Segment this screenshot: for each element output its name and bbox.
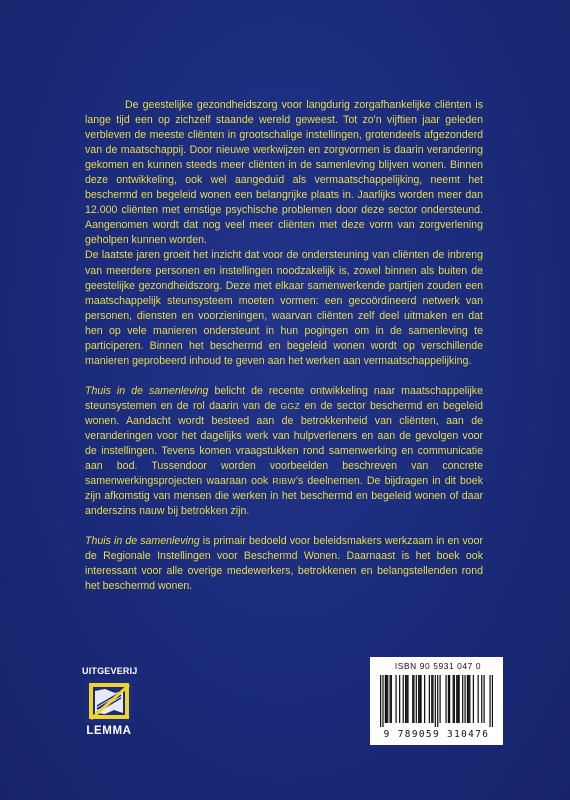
barcode-bar xyxy=(424,675,425,723)
barcode-bar xyxy=(469,675,470,723)
barcode-bar xyxy=(399,675,400,723)
audience-text: is primair bedoeld voor beleidsmakers werkzaam in en voor de Regionale Instellingen voor Beschermd Wonen. Daarnaast is het boek ook interessant voor alle overige medewerkers, betrokkenen en belangstellenden rond het beschermd wonen. xyxy=(85,535,483,593)
barcode-bar xyxy=(435,675,436,727)
abbrev-ribw: RIBW xyxy=(272,476,296,487)
barcode-bar xyxy=(445,675,446,723)
barcode-bar xyxy=(467,675,468,723)
barcode-bar xyxy=(459,675,460,723)
summary-text-b: en de sector beschermd en begeleid wonen. Aandacht wordt besteed aan de betrokkenheid van cliënten, aan de veranderingen voor het dagelijks werk van hulpverleners en aan de gevolgen voor de instellingen. Tevens komen vraagstukken rond samenwerking en communicatie aan bod. Tussendoor worden voorbeelden beschreven van concrete samenwerkingsprojecten waaraan ook xyxy=(85,399,483,488)
barcode-bar xyxy=(468,675,469,723)
barcode-bar xyxy=(439,675,440,723)
abbrev-ggz: GGZ xyxy=(280,400,301,411)
open-book-icon xyxy=(85,679,133,723)
barcode-bar xyxy=(420,675,421,723)
barcode-bar xyxy=(478,675,479,723)
barcode-bar xyxy=(431,675,432,723)
barcode-bar xyxy=(456,675,457,723)
barcode-bar xyxy=(449,675,450,723)
barcode-bar xyxy=(412,675,413,723)
barcode-bar xyxy=(403,675,404,723)
barcode-bar xyxy=(483,675,484,723)
barcode-bar xyxy=(464,675,465,723)
publisher-logo-top: UITGEVERIJ xyxy=(82,666,138,676)
paragraph-book-summary xyxy=(85,384,483,519)
barcode-bar xyxy=(454,675,455,723)
barcode-bar xyxy=(437,675,438,727)
publisher-logo-bottom: LEMMA xyxy=(86,725,132,737)
barcode-bar xyxy=(386,675,387,723)
barcode-bar xyxy=(407,675,408,723)
barcode-bar xyxy=(405,675,406,723)
barcode-bar xyxy=(489,675,490,727)
paragraph-support-system: De laatste jaren groeit het inzicht dat voor de ondersteuning van cliënten de inbreng van meerdere personen en instellingen noodzakelijk is, zowel binnen als buiten de geestelijke gezondheidszorg. Deze met elkaar samenwerkende partijen zouden een maatschappelijk steunsysteem moeten vormen: een gecoördineerd netwerk van personen, diensten en voorzieningen, waarvan cliënten zelf deel uitmaken en dat hen op vele manieren ondersteunt in hun pogingen om in de samenleving te participeren. Binnen het beschermd en begeleid wonen wordt op verschillende manieren geprobeerd inhoud te geven aan het werken aan vermaatschappelijking. xyxy=(85,249,483,367)
blurb-text xyxy=(85,98,483,594)
barcode-bar xyxy=(419,675,420,723)
barcode-bar xyxy=(462,675,463,723)
isbn-number: ISBN 90 5931 047 0 xyxy=(394,661,482,671)
barcode-bar xyxy=(413,675,414,723)
barcode-bar xyxy=(457,675,458,723)
barcode-bar xyxy=(395,675,396,723)
barcode-bar xyxy=(448,675,449,723)
barcode-bar xyxy=(390,675,391,723)
barcode-bar xyxy=(418,675,419,723)
publisher-logo xyxy=(82,666,136,746)
summary-text-c: 's deelnemen. De bijdragen in dit boek zijn afkomstig van mensen die werken in het beschermd en begeleid wonen of daar anderszins nauw bij betrokken zijn. xyxy=(85,475,483,518)
paragraph-intro-text: De geestelijke gezondheidszorg voor langdurig zorgafhankelijke cliënten is lange tijd een op zichzelf staande wereld geweest. Tot zo'n vijftien jaar geleden verbleven de meeste cliënten in grootschalige instellingen, grotendeels afgezonderd van de maatschappij. Door nieuwe werkwijzen en zorgvormen is daarin verandering gekomen en kunnen steeds meer cliënten in de samenleving blijven wonen. Binnen deze ontwikkeling, ook wel aangeduid als vermaatschappelijking, neemt het beschermd en begeleid wonen een belangrijke plaats in. Jaarlijks worden meer dan 12.000 cliënten met ernstige psychische problemen door deze sector ondersteund. Aangenomen wordt dat nog veel meer cliënten met deze vorm van zorgverlening geholpen kunnen worden. xyxy=(85,99,483,247)
barcode-bar xyxy=(453,675,454,723)
barcode-bar xyxy=(473,675,474,723)
barcode-bar xyxy=(492,675,493,727)
barcode-label xyxy=(370,657,503,745)
barcode-bars xyxy=(380,675,493,727)
barcode-bar xyxy=(385,675,386,723)
barcode-bar xyxy=(429,675,430,723)
barcode-bar xyxy=(416,675,417,723)
book-title-italic: Thuis in de samenleving xyxy=(85,535,200,548)
barcode-bar xyxy=(382,675,383,727)
paragraph-audience xyxy=(85,534,483,594)
ean-digits: 9 789059 310476 xyxy=(383,729,490,740)
barcode-bar xyxy=(406,675,407,723)
barcode-bar xyxy=(481,675,482,723)
barcode-bar xyxy=(391,675,392,723)
paragraph-intro xyxy=(85,98,483,248)
summary-text-a: belicht de recente ontwikkeling naar maatschappelijke steunsystemen en de rol daarin van de xyxy=(85,384,483,412)
barcode-bar xyxy=(432,675,433,723)
barcode-bar xyxy=(380,675,381,727)
barcode-bar xyxy=(387,675,388,723)
book-title-italic: Thuis in de samenleving xyxy=(85,384,209,397)
